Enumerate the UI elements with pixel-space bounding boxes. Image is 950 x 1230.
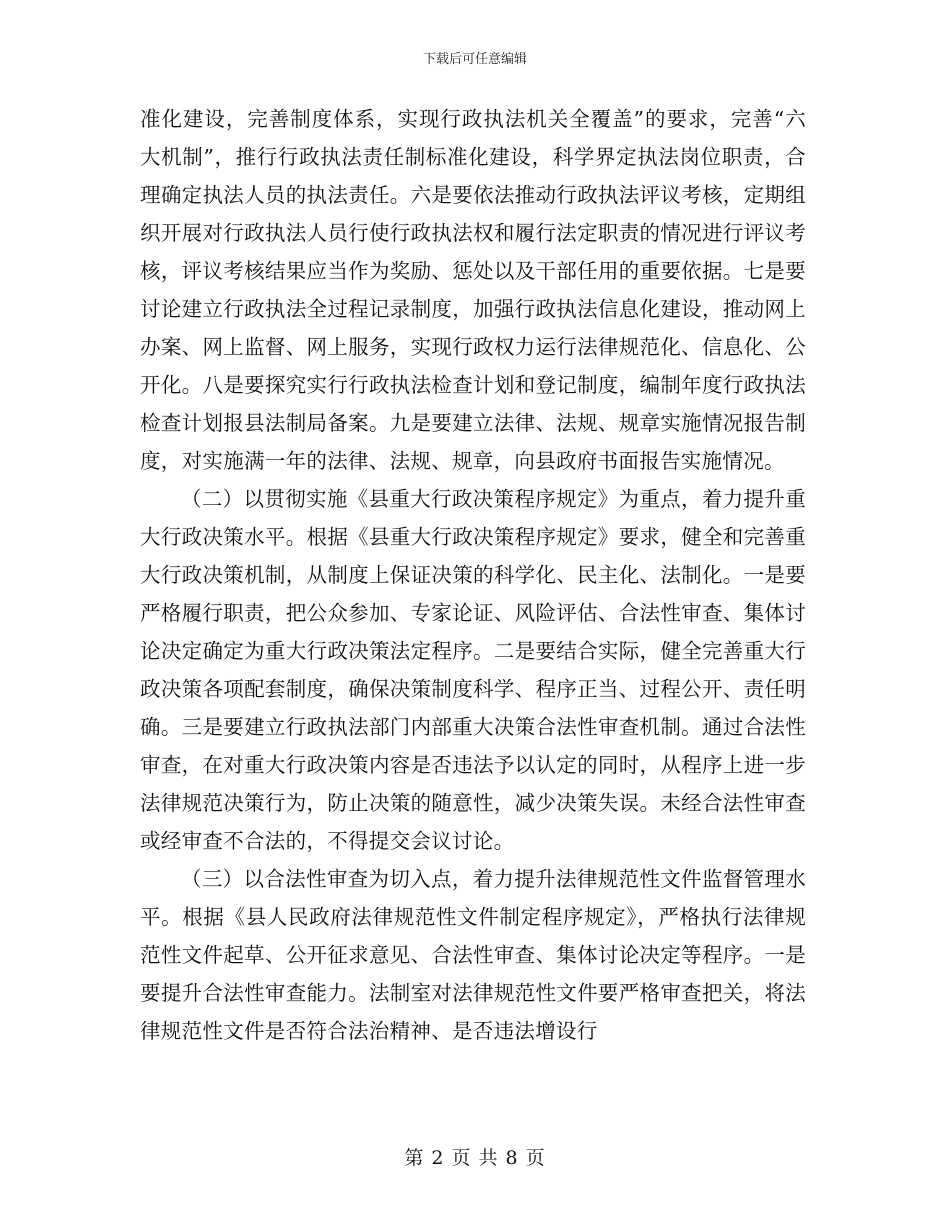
page-header: 下载后可任意编辑 bbox=[422, 52, 527, 67]
paragraph-continuation: 准化建设，完善制度体系，实现行政执法机关全覆盖”的要求，完善“六大机制”，推行行政执法责任制标准化建设，科学界定执法岗位职责，合理确定执法人员的执法责任。六是要依法推动行政执法评议考核，定期组织开展对行政执法人员行使行政执法权和履行法定职责的情况进行评议考核，评议考核结果应当作为奖励、惩处以及干部任用的重要依据。七是要讨论建立行政执法全过程记录制度，加强行政执法信息化建设，推动网上办案、网上监督、网上服务，实现行政权力运行法律规范化、信息化、公开化。八是要探究实行行政执法检查计划和登记制度，编制年度行政执法检查计划报县法制局备案。九是要建立法律、法规、规章实施情况报告制度，对实施满一年的法律、法规、规章，向县政府书面报告实施情况。 bbox=[140, 107, 806, 473]
document-body bbox=[140, 100, 806, 1050]
page-number: 第 2 页 共 8 页 bbox=[404, 1147, 546, 1169]
paragraph-section-2: （二）以贯彻实施《县重大行政决策程序规定》为重点，着力提升重大行政决策水平。根据《县重大行政决策程序规定》要求，健全和完善重大行政决策机制，从制度上保证决策的科学化、民主化、法制化。一是要严格履行职责，把公众参加、专家论证、风险评估、合法性审查、集体讨论决定确定为重大行政决策法定程序。二是要结合实际，健全完善重大行政决策各项配套制度，确保决策制度科学、程序正当、过程公开、责任明确。三是要建立行政执法部门内部重大决策合法性审查机制。通过合法性审查，在对重大行政决策内容是否违法予以认定的同时，从程序上进一步法律规范决策行为，防止决策的随意性，减少决策失误。未经合法性审查或经审查不合法的，不得提交会议讨论。 bbox=[140, 487, 806, 853]
paragraph-section-3: （三）以合法性审查为切入点，着力提升法律规范性文件监督管理水平。根据《县人民政府法律规范性文件制定程序规定》，严格执行法律规范性文件起草、公开征求意见、合法性审查、集体讨论决定等程序。一是要提升合法性审查能力。法制室对法律规范性文件要严格审查把关，将法律规范性文件是否符合法治精神、是否违法增设行 bbox=[140, 867, 806, 1043]
